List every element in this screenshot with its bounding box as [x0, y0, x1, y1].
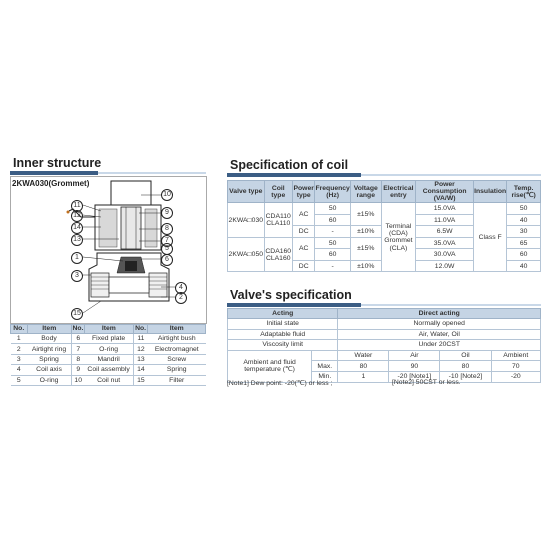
col-no-1: No.: [11, 325, 28, 334]
note-2: [Note2] 50CST or less.: [392, 379, 461, 386]
table-row: DC - ±10% 6.5W 30: [228, 226, 541, 238]
coil-col-power-type: Power type: [292, 181, 315, 203]
table-row: 2KWA□030 CDA110 CLA110 AC 50 ±15% Terminal (CDA) Grommet (CLA) 15.0VA Class F 50: [228, 203, 541, 215]
valve-cross-section-diagram: [10, 176, 207, 324]
callout-14: 14: [71, 222, 83, 234]
diagram-label: 2KWA030(Grommet): [12, 179, 90, 188]
valve-spec-table: [227, 308, 541, 383]
insulation-class: Class F: [474, 203, 507, 272]
valve-title-underline: [227, 303, 541, 307]
callout-4: 4: [175, 282, 187, 294]
inner-title-underline: [10, 171, 206, 175]
callout-10: 10: [161, 189, 173, 201]
valve-col-direct-acting: Direct acting: [338, 309, 541, 319]
table-row: 60 11.0VA 40: [228, 214, 541, 226]
table-row: Adaptable fluid Air, Water, Oil: [228, 329, 541, 340]
parts-table: [10, 324, 206, 386]
callout-6: 6: [161, 254, 173, 266]
voltage-ac-1: ±15%: [350, 203, 381, 226]
coil-col-entry: Electrical entry: [381, 181, 416, 203]
table-row: 5 O-ring 10 Coil nut 15 Filter: [11, 375, 206, 385]
callout-9: 9: [161, 207, 173, 219]
voltage-ac-2: ±15%: [350, 237, 381, 260]
coil-header-row: [228, 181, 541, 203]
inner-structure-title: Inner structure: [13, 156, 102, 170]
coil-type-160: CDA160 CLA160: [264, 237, 292, 272]
callout-1: 1: [71, 252, 83, 264]
valve-header-row: [228, 309, 541, 319]
table-row: 2 Airtight ring 7 O-ring 12 Electromagnet: [11, 344, 206, 354]
valve-type-030: 2KWA□030: [228, 203, 265, 238]
power-ac-1: AC: [292, 203, 315, 226]
col-item-2: Item: [84, 325, 133, 334]
coil-col-temp-rise: Temp. rise(℃): [507, 181, 541, 203]
coil-col-valve-type: Valve type: [228, 181, 265, 203]
power-dc-2: DC: [292, 260, 315, 272]
parts-header-row: [11, 325, 206, 334]
table-row: Initial state Normally opened: [228, 319, 541, 330]
valve-col-acting: Acting: [228, 309, 338, 319]
table-row: Ambient and fluid temperature (℃) Water Air Oil Ambient: [228, 350, 541, 361]
power-dc-1: DC: [292, 226, 315, 238]
electrical-entry: Terminal (CDA) Grommet (CLA): [381, 203, 416, 272]
power-ac-2: AC: [292, 237, 315, 260]
coil-col-insulation: Insulation: [474, 181, 507, 203]
valve-spec-title: Valve's specification: [230, 288, 352, 302]
coil-spec-title: Specification of coil: [230, 158, 349, 172]
col-item-3: Item: [148, 325, 206, 334]
callout-11: 11: [71, 200, 83, 212]
voltage-dc-2: ±10%: [350, 260, 381, 272]
table-row: DC - ±10% 12.0W 40: [228, 260, 541, 272]
col-item-1: Item: [27, 325, 72, 334]
callout-3: 3: [71, 270, 83, 282]
table-row: Min. 1 -20 [Note1] -10 [Note2] -20: [228, 371, 541, 382]
coil-type-110: CDA110 CLA110: [264, 203, 292, 238]
callout-7: 7: [161, 235, 173, 247]
callout-13: 13: [71, 234, 83, 246]
callout-12: 12: [71, 210, 83, 222]
voltage-dc-1: ±10%: [350, 226, 381, 238]
callout-8: 8: [161, 223, 173, 235]
callout-5: 5: [161, 243, 173, 255]
coil-title-underline: [227, 173, 541, 177]
callout-2: 2: [175, 292, 187, 304]
coil-spec-table: [227, 180, 541, 272]
table-row: 1 Body 6 Fixed plate 11 Airtight bush: [11, 334, 206, 344]
coil-col-power-consumption: Power Consumption (VA/W): [416, 181, 474, 203]
table-row: Max. 80 90 80 70: [228, 361, 541, 372]
temperature-label: Ambient and fluid temperature (℃): [228, 350, 312, 382]
col-no-2: No.: [72, 325, 84, 333]
coil-col-voltage: Voltage range: [350, 181, 381, 203]
coil-col-frequency: Frequency (Hz): [315, 181, 350, 203]
table-row: Viscosity limit Under 20CST: [228, 340, 541, 351]
table-row: 60 30.0VA 60: [228, 249, 541, 261]
table-row: 4 Coil axis 9 Coil assembly 14 Spring: [11, 365, 206, 375]
coil-col-coil-type: Coil type: [264, 181, 292, 203]
note-1: [Note1] Dew point: -20(℃) or less ;: [227, 380, 333, 387]
col-no-3: No.: [135, 325, 147, 333]
table-row: 3 Spring 8 Mandril 13 Screw: [11, 354, 206, 364]
table-row: 2KWA□050 CDA160 CLA160 AC 50 ±15% 35.0VA 65: [228, 237, 541, 249]
valve-type-050: 2KWA□050: [228, 237, 265, 272]
callout-15: 15: [71, 308, 83, 320]
